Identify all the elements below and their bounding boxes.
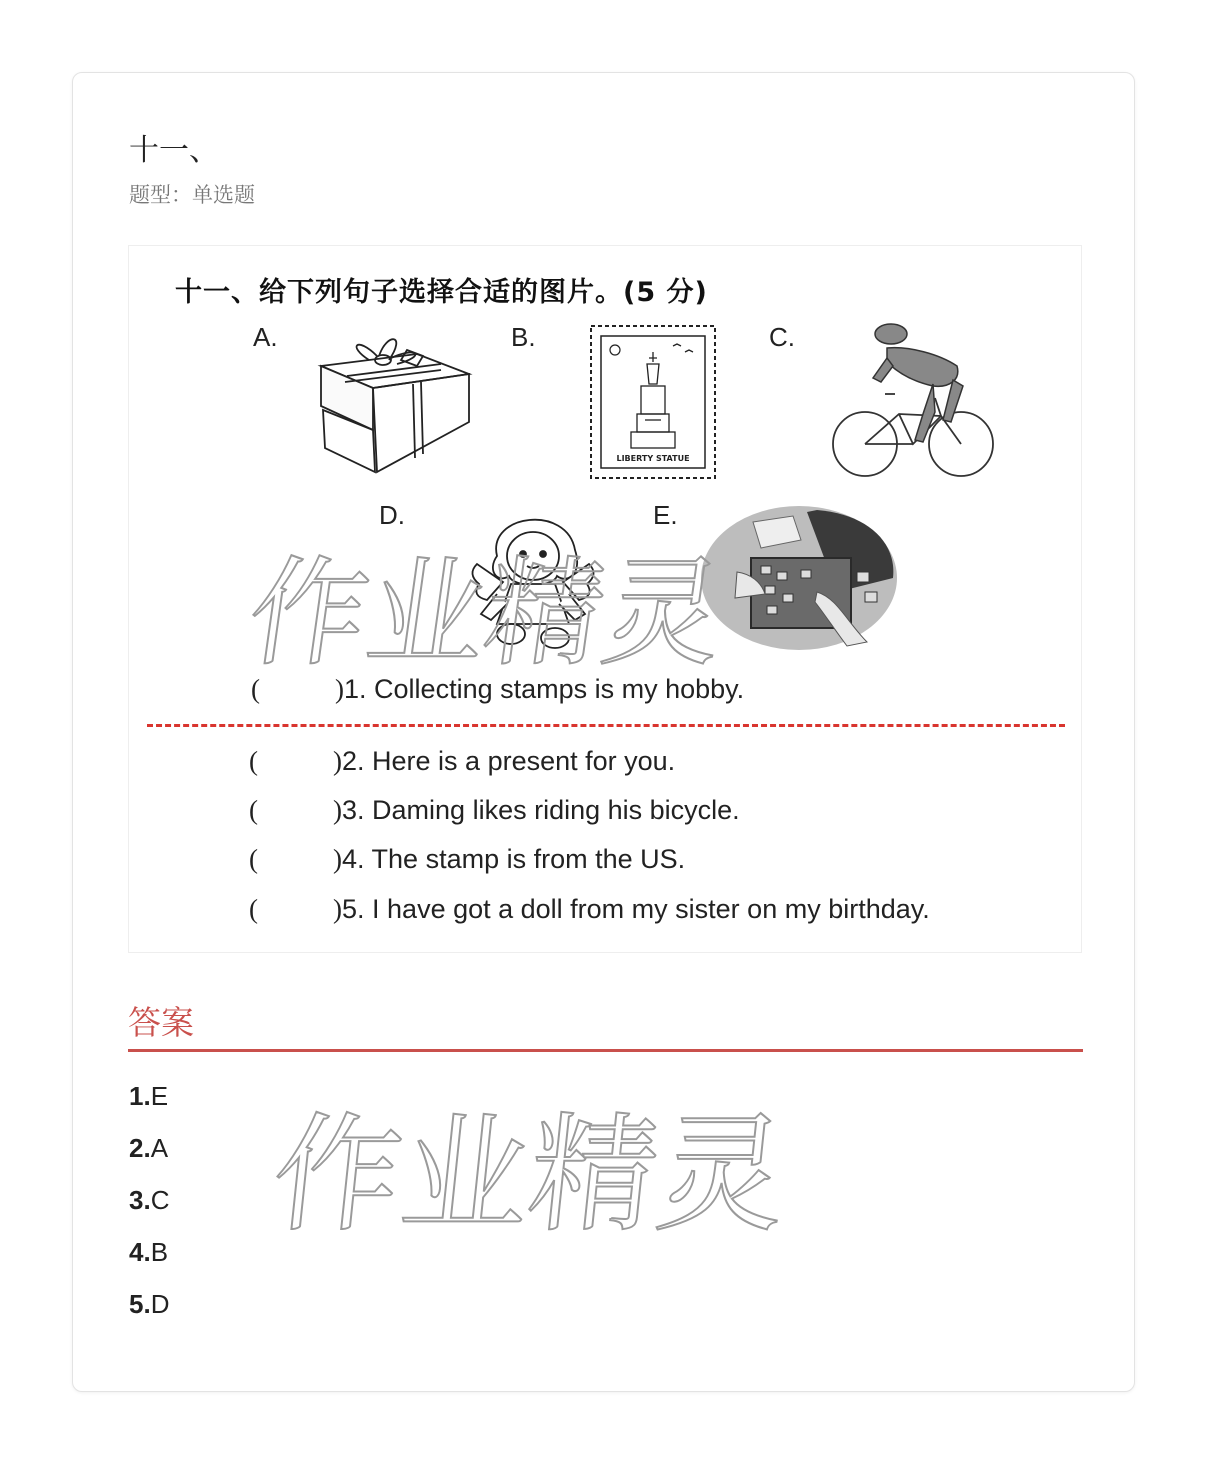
option-e-label: E. xyxy=(653,500,678,530)
sentence-2: ( )2. Here is a present for you. xyxy=(249,746,676,776)
option-b-label: B. xyxy=(511,322,536,352)
answer-item-5: 5.D xyxy=(129,1289,170,1319)
svg-text:作业精灵: 作业精灵 xyxy=(265,1101,794,1250)
stamp-icon xyxy=(587,322,719,482)
cut-line xyxy=(147,724,1065,727)
option-a-label: A. xyxy=(253,322,278,352)
question-image xyxy=(128,245,1082,953)
answer-item-4: 4.B xyxy=(129,1237,169,1267)
gift-box-icon xyxy=(317,326,499,476)
option-c-label: C. xyxy=(769,322,795,352)
sentence-5: ( )5. I have got a doll from my sister on my birthday. xyxy=(249,894,930,924)
question-instruction: 十一、给下列句子选择合适的图片。(5 分) xyxy=(175,277,708,308)
question-number: 十一、 xyxy=(129,133,219,168)
sentence-1: ( )1. Collecting stamps is my hobby. xyxy=(251,674,745,704)
sentence-4: ( )4. The stamp is from the US. xyxy=(249,844,686,874)
answer-item-3: 3.C xyxy=(129,1185,170,1215)
watermark-answer xyxy=(265,1085,813,1250)
stamp-collecting-icon xyxy=(697,502,901,652)
doll-icon xyxy=(457,504,609,654)
answer-divider xyxy=(128,1049,1083,1052)
svg-text:作业精灵: 作业精灵 xyxy=(240,544,732,682)
cyclist-icon xyxy=(829,318,999,484)
question-type: 题型：单选题 xyxy=(129,183,255,207)
answer-item-1: 1.E xyxy=(129,1081,169,1111)
sentence-3: ( )3. Daming likes riding his bicycle. xyxy=(249,795,740,825)
stamp-caption: LIBERTY STATUE xyxy=(616,454,690,463)
answer-item-2: 2.A xyxy=(129,1133,169,1163)
question-card xyxy=(72,72,1135,1392)
answer-title: 答案 xyxy=(128,1003,194,1042)
option-d-label: D. xyxy=(379,500,405,530)
